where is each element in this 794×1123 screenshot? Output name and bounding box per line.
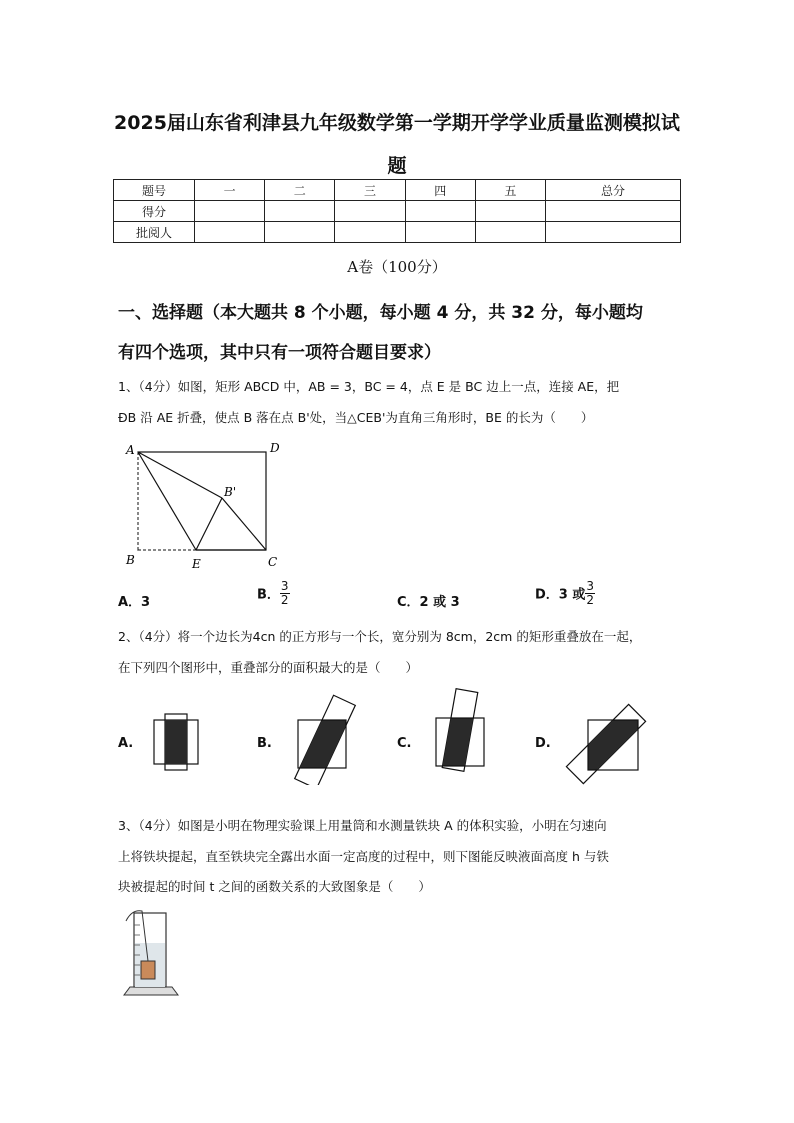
score-cell[interactable]	[195, 201, 265, 222]
table-header-cell: 题号	[114, 180, 195, 201]
q1-text-line1: 1、（4分）如图，矩形 ABCD 中，AB = 3，BC = 4，点 E 是 BC 边上一点，连接 AE，把	[118, 379, 620, 394]
score-cell[interactable]	[335, 222, 405, 243]
segment-b-prime-c	[222, 498, 266, 550]
rectangle-abcd	[138, 452, 266, 550]
doc-title-line1: 2025届山东省利津县九年级数学第一学期开学学业质量监测模拟试	[114, 112, 680, 134]
q2-option-c[interactable]: C.	[397, 736, 412, 751]
q2-option-a[interactable]: A.	[118, 736, 134, 751]
label-c: C	[268, 555, 278, 569]
table-row	[114, 222, 681, 243]
q2-option-b[interactable]: B.	[257, 736, 272, 751]
score-table	[113, 179, 681, 243]
label-a: A	[126, 443, 135, 457]
score-cell[interactable]	[475, 222, 545, 243]
q2-figure-d	[556, 694, 656, 786]
overlap-region	[165, 720, 187, 764]
q1-option-d[interactable]	[535, 580, 595, 606]
section-heading-line1: 一、选择题（本大题共 8 个小题，每小题 4 分，共 32 分，每小题均	[118, 303, 643, 323]
q2-figure-b	[288, 690, 362, 785]
table-row-label: 得分	[114, 201, 195, 222]
segment-ae	[138, 452, 196, 550]
overlap-region	[442, 689, 478, 772]
table-header-cell: 一	[195, 180, 265, 201]
q3-text-line2: 上将铁块提起，直至铁块完全露出水面一定高度的过程中，则下图能反映液面高度 h 与铁	[118, 849, 609, 864]
q1-option-a[interactable]: A．3	[118, 595, 151, 610]
label-b: B	[126, 553, 135, 567]
table-header-cell: 二	[265, 180, 335, 201]
table-row	[114, 201, 681, 222]
q2-figure-c	[428, 688, 494, 774]
q3-measuring-cylinder-figure	[118, 905, 184, 1001]
q2-option-d[interactable]: D.	[535, 736, 551, 751]
fraction-three-halves: $\frac{3}{2}$	[280, 579, 289, 607]
score-cell[interactable]	[335, 201, 405, 222]
doc-title-line2: 题	[387, 155, 407, 177]
overlap-region	[566, 704, 645, 783]
q1-option-b[interactable]	[257, 580, 290, 606]
q2-figure-a	[148, 712, 204, 772]
option-d-prefix: D．3 或	[535, 587, 586, 603]
option-b-prefix: B．	[257, 587, 280, 603]
table-header-cell: 四	[405, 180, 475, 201]
cylinder-base	[124, 987, 178, 995]
volume-label: A卷（100分）	[347, 258, 447, 276]
label-b-prime: B'	[224, 485, 237, 499]
q1-rectangle-figure	[118, 436, 298, 572]
score-cell[interactable]	[546, 201, 681, 222]
score-cell[interactable]	[265, 222, 335, 243]
score-table-header-row	[114, 180, 681, 201]
score-cell[interactable]	[405, 222, 475, 243]
table-header-cell: 五	[475, 180, 545, 201]
q2-text-line2: 在下列四个图形中，重叠部分的面积最大的是（ ）	[118, 660, 419, 675]
score-cell[interactable]	[475, 201, 545, 222]
label-d: D	[270, 441, 280, 455]
label-e: E	[192, 557, 201, 571]
score-cell[interactable]	[265, 201, 335, 222]
table-row-label: 批阅人	[114, 222, 195, 243]
score-cell[interactable]	[405, 201, 475, 222]
q1-text-line2: ÐB 沿 AE 折叠，使点 B 落在点 B'处，当△CEB'为直角三角形时，BE 的长为（ ）	[118, 410, 594, 425]
q3-text-line3: 块被提起的时间 t 之间的函数关系的大致图象是（ ）	[118, 879, 431, 894]
table-header-cell: 总分	[546, 180, 681, 201]
score-cell[interactable]	[546, 222, 681, 243]
score-cell[interactable]	[195, 222, 265, 243]
section-heading-line2: 有四个选项，其中只有一项符合题目要求）	[118, 343, 441, 363]
table-header-cell: 三	[335, 180, 405, 201]
segment-b-prime-e	[196, 498, 222, 550]
fraction-three-halves: $\frac{3}{2}$	[586, 579, 595, 607]
q2-text-line1: 2、（4分）将一个边长为4cn 的正方形与一个长，宽分别为 8cm，2cm 的矩形重叠放在一起，	[118, 629, 642, 644]
q3-text-line1: 3、（4分）如图是小明在物理实验课上用量筒和水测量铁块 A 的体积实验，小明在匀速向	[118, 818, 607, 833]
segment-ab-prime	[138, 452, 222, 498]
iron-block	[141, 961, 155, 979]
q1-option-c[interactable]: C．2 或 3	[397, 595, 460, 610]
